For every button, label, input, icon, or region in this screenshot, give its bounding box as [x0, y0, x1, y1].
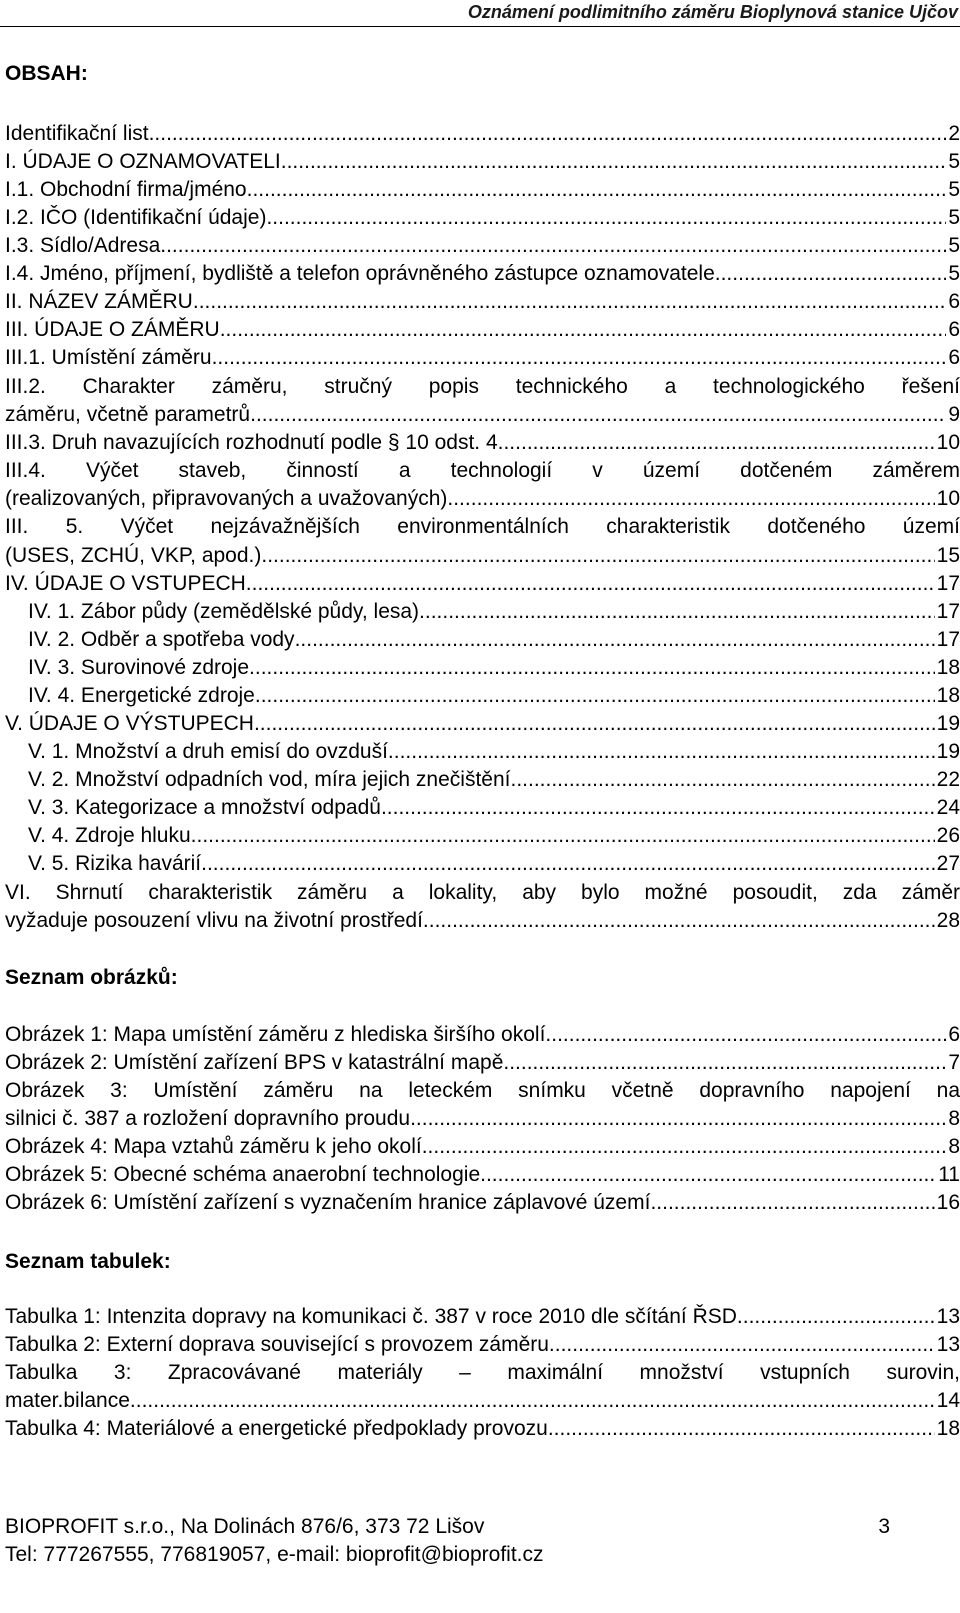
document-title: Oznámení podlimitního záměru Bioplynová stanice Ujčov: [467, 2, 958, 22]
toc-entry[interactable]: IV. 4. Energetické zdroje ..... 18: [5, 681, 960, 710]
toc-entry[interactable]: V. 3. Kategorizace a množství odpadů ..... 24: [5, 793, 960, 822]
toc-entry[interactable]: III.4. Výčet staveb, činností a technologií v území dotčeném záměrem: [5, 459, 960, 482]
toc-entry[interactable]: V. 1. Množství a druh emisí do ovzduší ..... 19: [5, 737, 960, 766]
toc-entry-continuation[interactable]: (USES, ZCHÚ, VKP, apod.) ..... 15: [5, 541, 960, 570]
toc-entry[interactable]: IV. 1. Zábor půdy (zemědělské půdy, lesa) ..... 17: [5, 597, 960, 626]
toc-entry[interactable]: V. 5. Rizika havárií ..... 27: [5, 849, 960, 878]
figure-entry[interactable]: Obrázek 2: Umístění zařízení BPS v katastrální mapě ..... 7: [5, 1048, 960, 1077]
toc-entry[interactable]: III.1. Umístění záměru ..... 6: [5, 343, 960, 372]
toc-entry[interactable]: II. NÁZEV ZÁMĚRU ..... 6: [5, 287, 960, 316]
toc-entry-continuation[interactable]: záměru, včetně parametrů ..... 9: [5, 400, 960, 429]
toc-entry[interactable]: I.3. Sídlo/Adresa ..... 5: [5, 231, 960, 260]
toc-entry[interactable]: III. 5. Výčet nejzávažnějších environmentálních charakteristik dotčeného území: [5, 515, 960, 538]
toc-entry-continuation[interactable]: (realizovaných, připravovaných a uvažovaných) ..... 10: [5, 484, 960, 513]
toc-entry-continuation[interactable]: vyžaduje posouzení vlivu na životní prostředí ..... 28: [5, 906, 960, 935]
toc-entry[interactable]: IV. ÚDAJE O VSTUPECH ..... 17: [5, 569, 960, 598]
table-entry[interactable]: Tabulka 4: Materiálové a energetické předpoklady provozu ..... 18: [5, 1414, 960, 1443]
table-entry[interactable]: Tabulka 1: Intenzita dopravy na komunikaci č. 387 v roce 2010 dle sčítání ŘSD ..... 13: [5, 1302, 960, 1331]
toc-entry[interactable]: I.1. Obchodní firma/jméno ..... 5: [5, 175, 960, 204]
toc-entry[interactable]: IV. 2. Odběr a spotřeba vody ..... 17: [5, 625, 960, 654]
toc-entry[interactable]: III.3. Druh navazujících rozhodnutí podle § 10 odst. 4 ..... 10: [5, 428, 960, 457]
page-header: [0, 2, 960, 27]
figure-entry[interactable]: Obrázek 4: Mapa vztahů záměru k jeho okolí ..... 8: [5, 1132, 960, 1161]
figure-entry[interactable]: Obrázek 1: Mapa umístění záměru z hlediska širšího okolí ..... 6: [5, 1020, 960, 1049]
toc-entry[interactable]: IV. 3. Surovinové zdroje ..... 18: [5, 653, 960, 682]
table-entry-continuation[interactable]: mater.bilance ..... 14: [5, 1386, 960, 1415]
toc-entry[interactable]: V. 4. Zdroje hluku ..... 26: [5, 821, 960, 850]
toc-entry[interactable]: VI. Shrnutí charakteristik záměru a lokality, aby bylo možné posoudit, zda záměr: [5, 881, 960, 904]
toc-entry[interactable]: I. ÚDAJE O OZNAMOVATELI ..... 5: [5, 147, 960, 176]
toc-entry[interactable]: III.2. Charakter záměru, stručný popis technického a technologického řešení: [5, 375, 960, 398]
toc-entry[interactable]: III. ÚDAJE O ZÁMĚRU ..... 6: [5, 315, 960, 344]
footer-contact: Tel: 777267555, 776819057, e-mail: bioprofit@bioprofit.cz: [5, 1543, 544, 1566]
table-entry[interactable]: Tabulka 2: Externí doprava související s provozem záměru ..... 13: [5, 1330, 960, 1359]
figures-heading: Seznam obrázků:: [5, 966, 178, 989]
footer-company-line: [5, 1512, 890, 1541]
toc-entry[interactable]: I.4. Jméno, příjmení, bydliště a telefon oprávněného zástupce oznamovatele ..... 5: [5, 259, 960, 288]
page-number: 3: [878, 1515, 890, 1538]
toc-heading: OBSAH:: [5, 62, 88, 85]
footer-company: BIOPROFIT s.r.o., Na Dolinách 876/6, 373 72 Lišov: [5, 1515, 485, 1538]
figure-entry-continuation[interactable]: silnici č. 387 a rozložení dopravního proudu ..... 8: [5, 1104, 960, 1133]
toc-entry[interactable]: V. 2. Množství odpadních vod, míra jejich znečištění ..... 22: [5, 765, 960, 794]
tables-heading: Seznam tabulek:: [5, 1250, 171, 1273]
figure-entry[interactable]: Obrázek 3: Umístění záměru na leteckém snímku včetně dopravního napojení na: [5, 1079, 960, 1102]
figure-entry[interactable]: Obrázek 5: Obecné schéma anaerobní technologie ..... 11: [5, 1160, 960, 1189]
toc-entry[interactable]: V. ÚDAJE O VÝSTUPECH ..... 19: [5, 709, 960, 738]
toc-entry[interactable]: I.2. IČO (Identifikační údaje) ..... 5: [5, 203, 960, 232]
toc-entry[interactable]: Identifikační list ..... 2: [5, 119, 960, 148]
figure-entry[interactable]: Obrázek 6: Umístění zařízení s vyznačením hranice záplavové území ..... 16: [5, 1188, 960, 1217]
table-entry[interactable]: Tabulka 3: Zpracovávané materiály – maximální množství vstupních surovin,: [5, 1361, 960, 1384]
